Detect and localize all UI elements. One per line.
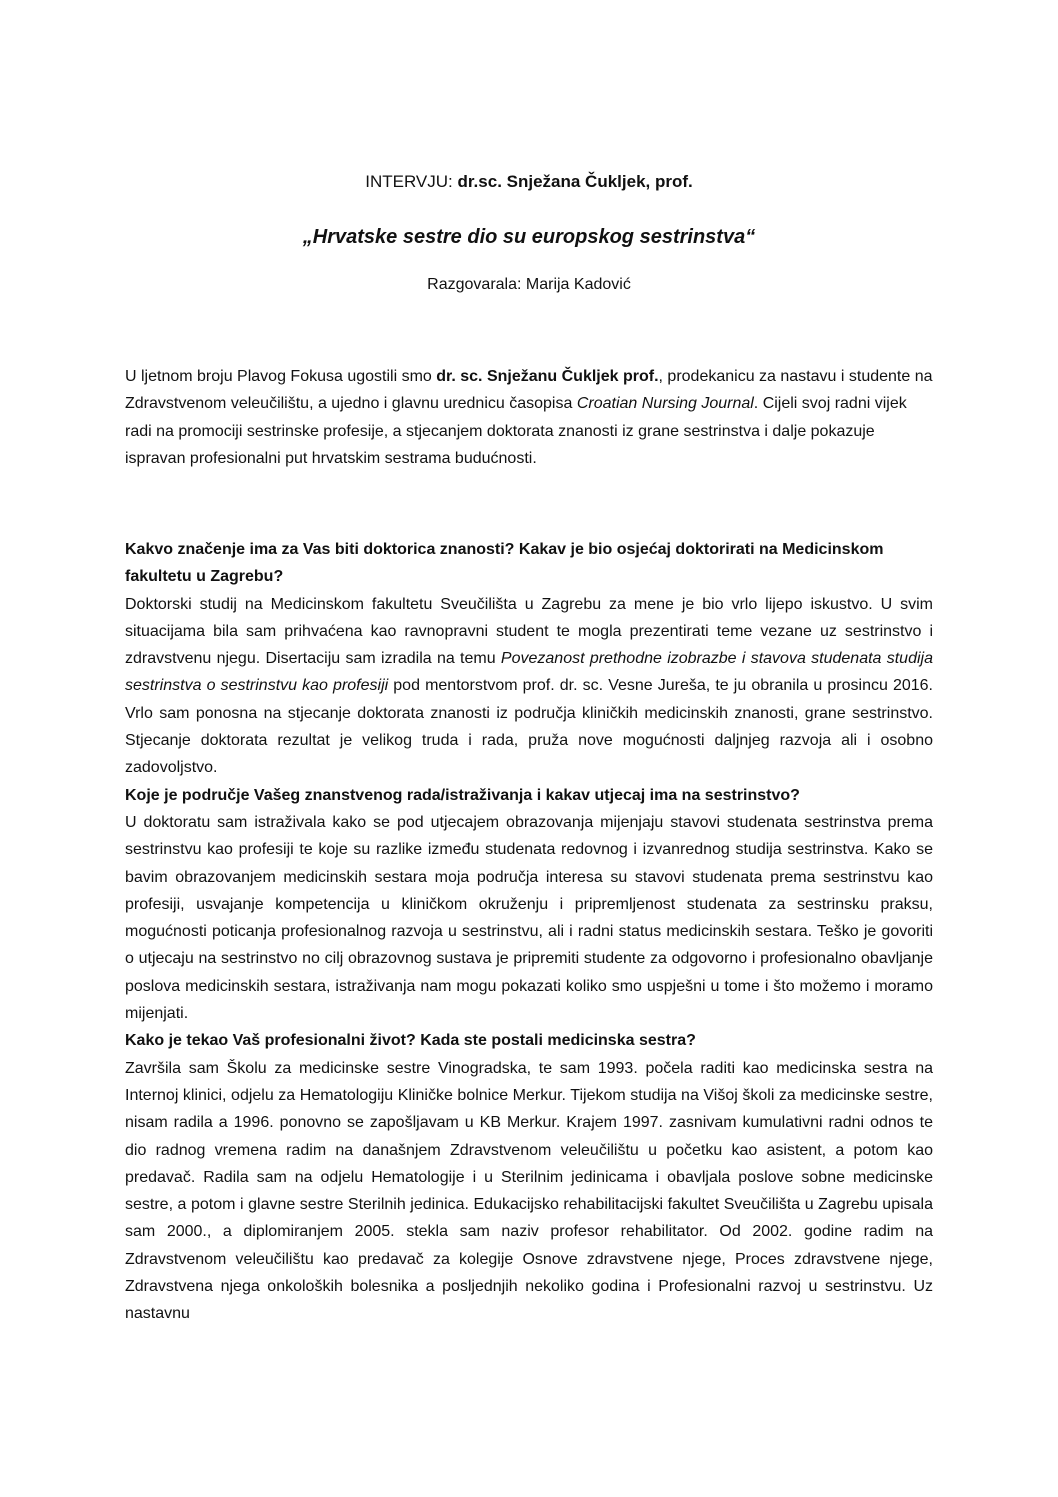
intro-journal-name: Croatian Nursing Journal — [576, 395, 754, 413]
qa-section — [125, 536, 933, 1328]
interview-prefix: INTERVJU: — [365, 172, 458, 191]
intro-text-3: . Cijeli svoj radni vijek radi na promociji sestrinske profesije, a stjecanjem doktorata znanosti iz grane sestrinstva i dalje pokazuje ispravan profesionalni put hrvatskim sestrama budućnosti. — [125, 395, 907, 467]
article-title: „Hrvatske sestre dio su europskog sestrinstva“ — [302, 226, 756, 248]
answer-1-text-2: pod mentorstvom prof. dr. sc. Vesne Jureša, te ju obranila u prosincu 2016. Vrlo sam ponosna na stjecanje doktorata znanosti iz područja kliničkih medicinskih znanosti, grane sestrinstvo. Stjecanje doktorata rezultat je velikog truda i rada, pruža nove mogućnosti daljnjeg razvoja ali i osobno zadovoljstvo. — [125, 677, 933, 777]
answer-1-thesis-title: Povezanost prethodne izobrazbe i stavova studenata studija sestrinstva o sestrinstvu kao profesiji — [125, 650, 933, 695]
interview-name: dr.sc. Snježana Čukljek, prof. — [457, 172, 693, 191]
question-1: Kakvo značenje ima za Vas biti doktorica znanosti? Kakav je bio osjećaj doktorirati na Medicinskom fakultetu u Zagrebu? — [125, 541, 884, 586]
byline: Razgovarala: Marija Kadović — [427, 276, 631, 293]
answer-1-text-1: Doktorski studij na Medicinskom fakultetu Sveučilišta u Zagrebu za mene je bio vrlo lijepo iskustvo. U svim situacijama bila sam prihvaćena kao ravnopravni student te mogla prezentirati teme vezane uz sestrinstvo i zdravstvenu njegu. Disertaciju sam izradila na temu — [125, 595, 933, 668]
intro-text-2: , prodekanicu za nastavu i studente na Zdravstvenom veleučilištu, a ujedno i glavnu urednicu časopisa — [125, 368, 933, 413]
answer-1 — [125, 591, 933, 782]
question-2: Koje je područje Vašeg znanstvenog rada/istraživanja i kakav utjecaj ima na sestrinstvo? — [125, 786, 800, 804]
answer-3: Završila sam Školu za medicinske sestre Vinogradska, te sam 1993. počela raditi kao medicinska sestra na Internoj klinici, odjelu za Hematologiju Kliničke bolnice Merkur. Tijekom studija na Višoj školi za medicinske sestre, nisam radila a 1996. ponovno se zapošljavam u KB Merkur. Krajem 1997. zasnivam kumulativni radni odnos te dio radnog vremena radim na današnjem Zdravstvenom veleučilištu u početku kao asistent, a potom kao predavač. Radila sam na odjelu Hematologije i u Sterilnim jedinicama i obavljala poslove sobne medicinske sestre, a potom i glavne sestre Sterilnih jedinica. Edukacijsko rehabilitacijski fakultet Sveučilišta u Zagrebu upisala sam 2000., a diplomiranjem 2005. stekla sam naziv profesor rehabilitator. Od 2002. godine radim na Zdravstvenom veleučilištu kao predavač za kolegije Osnove zdravstvene njege, Proces zdravstvene njege, Zdravstvena njega onkoloških bolesnika a posljednjih nekoliko godina i Profesionalni razvoj u sestrinstvu. Uz nastavnu — [125, 1059, 933, 1323]
intro-paragraph — [125, 363, 933, 472]
intro-text-1: U ljetnom broju Plavog Fokusa ugostili smo — [125, 368, 437, 385]
intro-guest-name: dr. sc. Snježanu Čukljek prof. — [436, 368, 659, 385]
question-3: Kako je tekao Vaš profesionalni život? Kada ste postali medicinska sestra? — [125, 1032, 696, 1050]
interview-heading — [0, 172, 1058, 192]
answer-2: U doktoratu sam istraživala kako se pod utjecajem obrazovanja mijenjaju stavovi studenata sestrinstva prema sestrinstvu kao profesiji te koje su razlike između studenata redovnog i izvanrednog studija sestrinstva. Kako se bavim obrazovanjem medicinskih sestara moja područja interesa su stavovi studenata prema sestrinstvu kao profesiji, usvajanje kompetencija u kliničkom okruženju i pripremljenost studenata za sestrinsku praksu, mogućnosti poticanja profesionalnog razvoja u sestrinstvu, ali i radni status medicinskih sestara. Teško je govoriti o utjecaju na sestrinstvo no cilj obrazovnog sustava je pripremiti studente za odgovorno i profesionalno obavljanje poslova medicinskih sestara, istraživanja nam mogu pokazati koliko smo uspješni u tome i što možemo i moramo mijenjati. — [125, 813, 933, 1023]
